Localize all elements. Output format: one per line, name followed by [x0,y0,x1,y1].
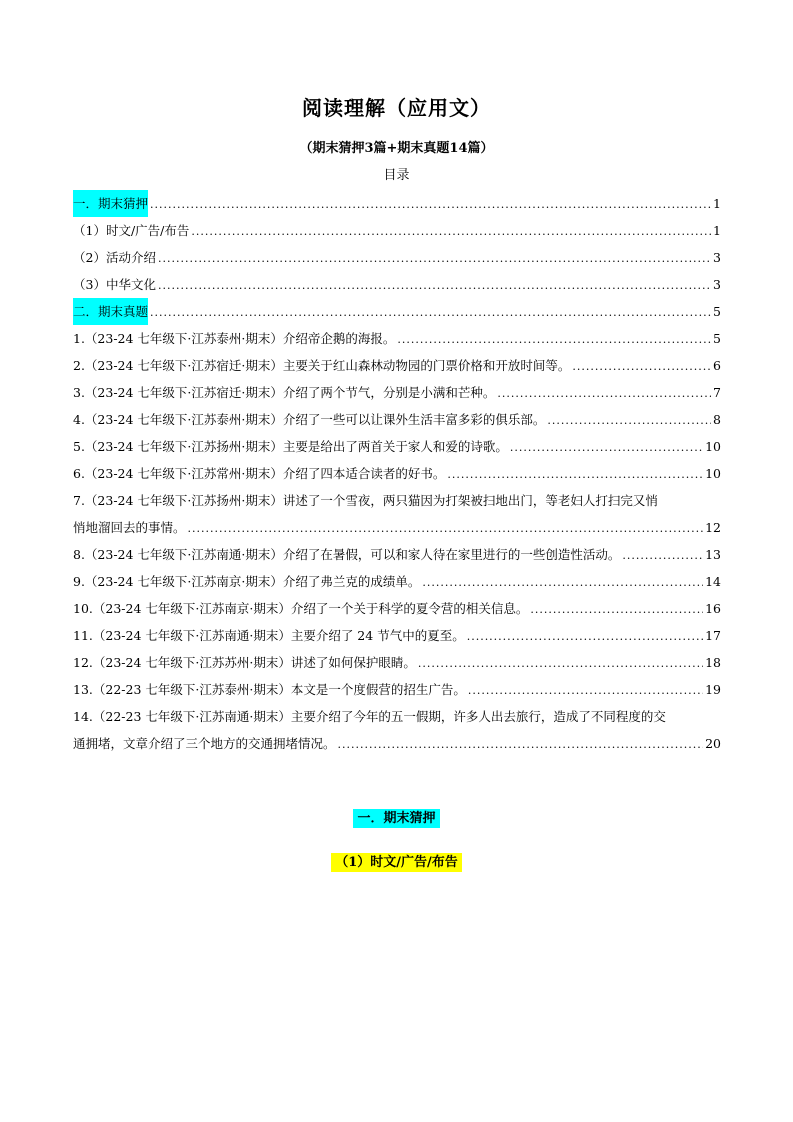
toc-leader-dots [447,461,703,488]
toc-leader-dots [572,353,711,380]
toc-page-number: 3 [713,277,721,292]
toc-entry-label: 一．期末猜押 [73,190,148,217]
toc-page-number: 7 [713,385,721,400]
toc-entry-label-continued: 悄地溜回去的事情。 [73,520,186,535]
toc-entry[interactable] [73,433,721,460]
toc-leader-dots [191,218,711,245]
toc-entry-label: 12.（23-24 七年级下·江苏苏州·期末）讲述了如何保护眼睛。 [73,655,416,670]
toc-page-number: 6 [713,358,721,373]
toc-entry[interactable] [73,541,721,568]
toc-page-number: 20 [705,736,721,751]
toc-page-number: 5 [713,304,721,319]
toc-page-number: 17 [705,628,721,643]
toc-entry[interactable] [73,352,721,379]
toc-page-number: 10 [705,439,721,454]
toc-entry[interactable] [73,379,721,406]
toc-page-number: 19 [705,682,721,697]
toc-leader-dots [467,623,703,650]
toc-leader-dots [188,515,704,542]
toc-entry-label: （3）中华文化 [73,277,156,292]
toc-leader-dots [150,191,711,218]
toc-leader-dots [422,569,703,596]
toc-entry-label: 3.（23-24 七年级下·江苏宿迁·期末）介绍了两个节气，分别是小满和芒种。 [73,385,496,400]
toc-page-number: 14 [705,574,721,589]
toc-leader-dots [397,326,711,353]
toc-entry-label: 9.（23-24 七年级下·江苏南京·期末）介绍了弗兰克的成绩单。 [73,574,421,589]
toc-entry-label: 11.（23-24 七年级下·江苏南通·期末）主要介绍了 24 节气中的夏至。 [73,628,465,643]
toc-leader-dots [158,245,711,272]
toc-entry[interactable] [73,406,721,433]
toc-entry[interactable] [73,460,721,487]
toc-leader-dots [418,650,703,677]
toc-leader-dots [497,380,711,407]
toc-entry[interactable] [73,487,721,541]
toc-entry-label: 4.（23-24 七年级下·江苏泰州·期末）介绍了一些可以让课外生活丰富多彩的俱乐部。 [73,412,546,427]
toc-entry[interactable] [73,190,721,217]
toc-entry[interactable] [73,676,721,703]
toc-entry-label: 7.（23-24 七年级下·江苏扬州·期末）讲述了一个雪夜，两只猫因为打架被扫地出门，等老妇人打扫完又悄 [73,493,658,508]
document-subtitle: （期末猜押3篇+期末真题14篇） [299,141,494,156]
toc-entry[interactable] [73,217,721,244]
toc-leader-dots [530,596,703,623]
toc-entry[interactable] [73,622,721,649]
toc-entry-label: 13.（22-23 七年级下·江苏泰州·期末）本文是一个度假营的招生广告。 [73,682,466,697]
toc-entry-label: 1.（23-24 七年级下·江苏泰州·期末）介绍帝企鹅的海报。 [73,331,396,346]
toc-page-number: 18 [705,655,721,670]
document-title: 阅读理解（应用文） [302,96,491,120]
subsection-heading-text: （1）时文/广告/布告 [331,853,462,872]
toc-entry-label: 6.（23-24 七年级下·江苏常州·期末）介绍了四本适合读者的好书。 [73,466,446,481]
toc-page-number: 1 [713,223,721,238]
toc-entry[interactable] [73,298,721,325]
toc-leader-dots [510,434,703,461]
toc-entry-label: （2）活动介绍 [73,250,156,265]
toc-entry[interactable] [73,568,721,595]
toc-entry[interactable] [73,244,721,271]
toc-heading: 目录 [383,168,410,183]
toc-leader-dots [622,542,703,569]
toc-leader-dots [547,407,711,434]
toc-entry-label: 8.（23-24 七年级下·江苏南通·期末）介绍了在暑假，可以和家人待在家里进行的一些创造性活动。 [73,547,621,562]
toc-leader-dots [150,299,711,326]
toc-page-number: 5 [713,331,721,346]
toc-page-number: 16 [705,601,721,616]
subsection-heading-articles-ads [0,851,793,870]
toc-entry-label: 14.（22-23 七年级下·江苏南通·期末）主要介绍了今年的五一假期，许多人出去旅行，造成了不同程度的交 [73,709,666,724]
toc-entry-label: 2.（23-24 七年级下·江苏宿迁·期末）主要关于红山森林动物园的门票价格和开放时间等。 [73,358,571,373]
toc-page-number: 10 [705,466,721,481]
toc-entry[interactable] [73,703,721,757]
toc-entry[interactable] [73,271,721,298]
section-heading-text: 一．期末猜押 [353,809,439,828]
toc-entry-label: 10.（23-24 七年级下·江苏南京·期末）介绍了一个关于科学的夏令营的相关信息。 [73,601,529,616]
toc-entry-label-continued: 通拥堵，文章介绍了三个地方的交通拥堵情况。 [73,736,336,751]
toc-entry-label: （1）时文/广告/布告 [73,223,190,238]
toc-leader-dots [158,272,711,299]
toc-leader-dots [468,677,703,704]
toc-leader-dots [338,731,704,758]
toc-page-number: 13 [705,547,721,562]
toc-entry[interactable] [73,325,721,352]
toc-page-number: 8 [713,412,721,427]
section-heading-exam-predictions [0,807,793,826]
toc-entry[interactable] [73,595,721,622]
table-of-contents [73,190,721,757]
toc-entry[interactable] [73,649,721,676]
toc-entry-label: 二．期末真题 [73,298,148,325]
toc-page-number: 12 [705,520,721,535]
toc-page-number: 3 [713,250,721,265]
toc-page-number: 1 [713,196,721,211]
toc-entry-label: 5.（23-24 七年级下·江苏扬州·期末）主要是给出了两首关于家人和爱的诗歌。 [73,439,508,454]
